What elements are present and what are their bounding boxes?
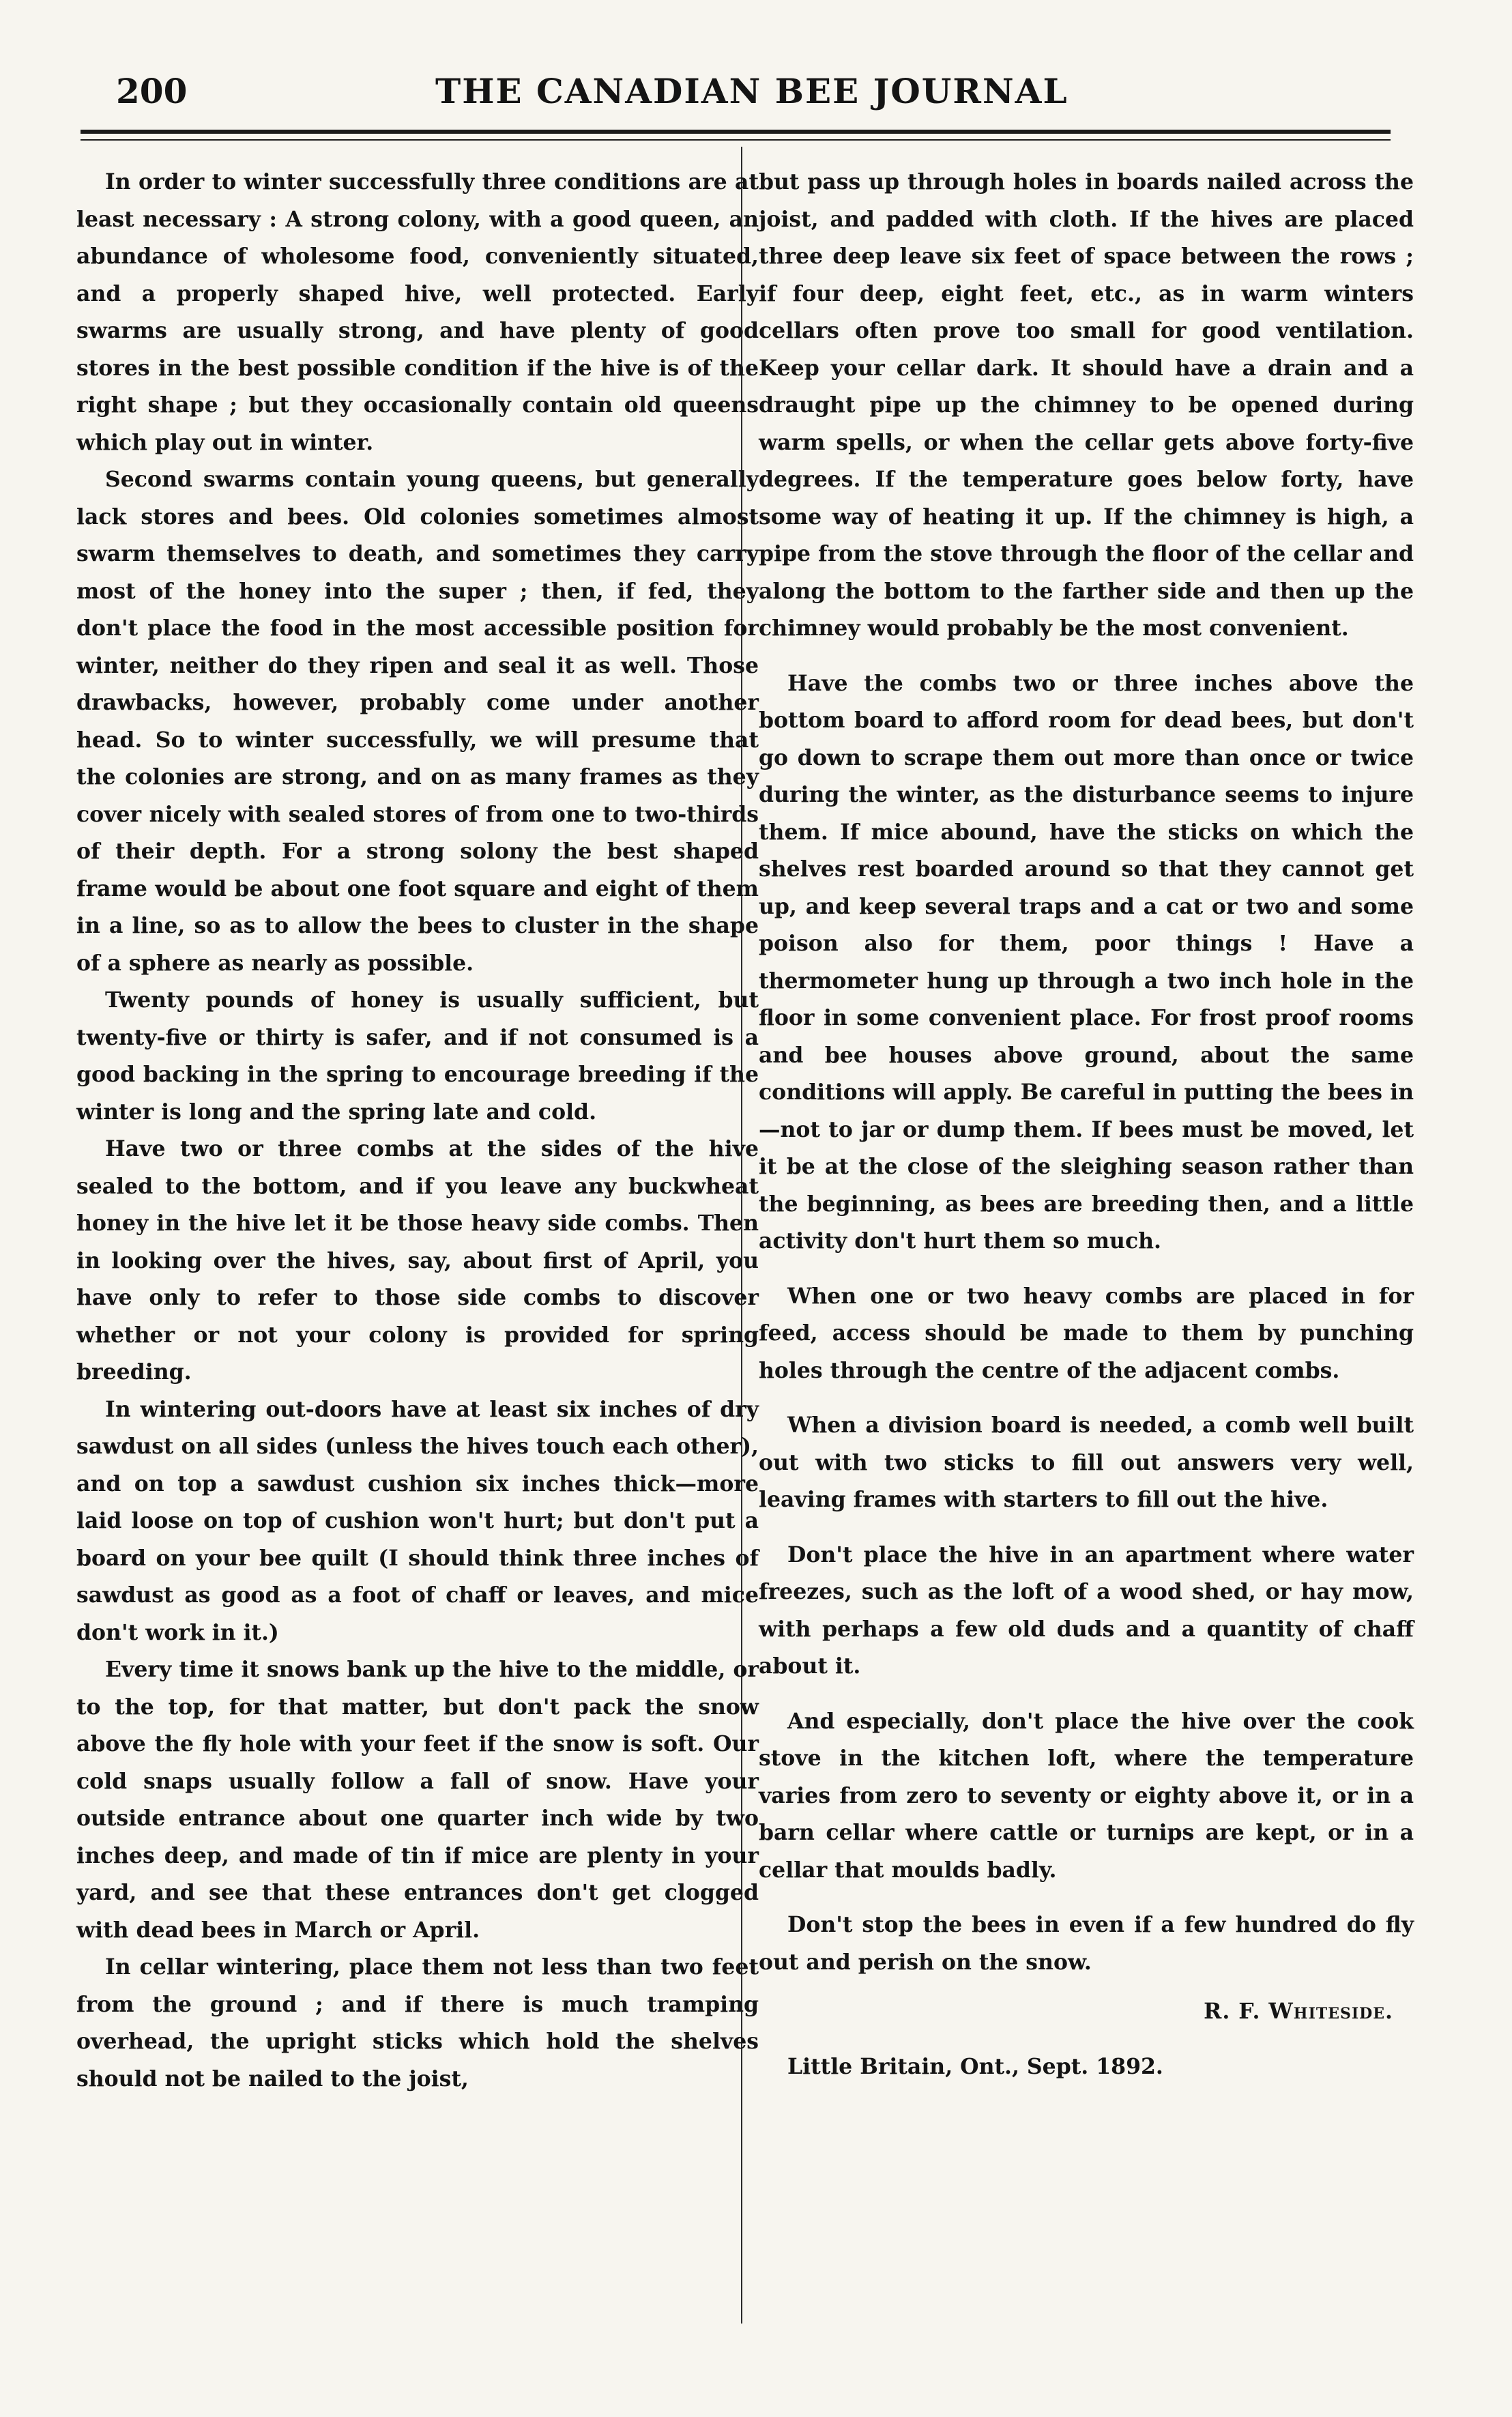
paragraph: Don't place the hive in an apartment where water freezes, such as the loft of a wood shed, or hay mow, with perhaps a few old duds and a quantity of chaff about it. [759, 1542, 1414, 1679]
paragraph: Have two or three combs at the sides of the hive sealed to the bottom, and if you leave any buckwheat honey in the hive let it be those heavy side combs. Then in looking over the hives, say, about first of April, you have only to refer to those side combs to discover whether or not your colony is provided for spring breeding. [76, 1136, 759, 1385]
paragraph: And especially, don't place the hive over the cook stove in the kitchen loft, where the temperature varies from zero to seventy or eighty above it, or in a barn cellar where cattle or turnips are kept, or in a cellar that moulds badly. [759, 1708, 1414, 1883]
paragraph: Don't stop the bees in even if a few hundred do fly out and perish on the snow. [759, 1912, 1414, 1975]
paragraph: In cellar wintering, place them not less than two feet from the ground ; and if there is much tramping overhead, the upright sticks which hold the shelves should not be nailed to the joist, [76, 1954, 759, 2092]
paragraph: In order to winter successfully three conditions are at least necessary : A strong colony, with a good queen, an abundance of wholesome food, conveniently situated, and a properly shaped hive, well protected. Early swarms are usually strong, and have plenty of good stores in the best possible condition if the hive is of the right shape ; but they occasionally contain old queens which play out in winter. [76, 169, 759, 455]
paragraph: In wintering out-doors have at least six inches of dry sawdust on all sides (unless the hives touch each other), and on top a sawdust cushion six inches thick—more laid loose on top of cushion won't hurt; but don't put a board on your bee quilt (I should think three inches of sawdust as good as a foot of chaff or leaves, and mice don't work in it.) [76, 1396, 759, 1645]
left-column [76, 164, 759, 2098]
author-signature: R. F. Whiteside. [1204, 1999, 1393, 2024]
paragraph: Twenty pounds of honey is usually sufficient, but twenty-five or thirty is safer, and if not consumed is a good backing in the spring to encourage breeding if the winter is long and the spring late and cold. [76, 987, 759, 1125]
page-number: 200 [116, 71, 188, 111]
header-rule-thick [81, 130, 1391, 134]
paragraph: Second swarms contain young queens, but generally lack stores and bees. Old colonies sometimes almost swarm themselves to death, and sometimes they carry most of the honey into the super ; then, if fed, they don't place the food in the most accessible position for winter, neither do they ripen and seal it as well. Those drawbacks, however, probably come under another head. So to winter successfully, we will presume that the colonies are strong, and on as many frames as they cover nicely with sealed stores of from one to two-thirds of their depth. For a strong solony the best shaped frame would be about one foot square and eight of them in a line, so as to allow the bees to cluster in the shape of a sphere as nearly as possible. [76, 467, 759, 976]
paragraph: Every time it snows bank up the hive to the middle, or to the top, for that matter, but don't pack the snow above the fly hole with your feet if the snow is soft. Our cold snaps usually follow a fall of snow. Have your outside entrance about one quarter inch wide by two inches deep, and made of tin if mice are plenty in your yard, and see that these entrances don't get clogged with dead bees in March or April. [76, 1657, 759, 1943]
paragraph: When one or two heavy combs are placed in for feed, access should be made to them by punching holes through the centre of the adjacent combs. [759, 1283, 1414, 1383]
journal-title: THE CANADIAN BEE JOURNAL [435, 71, 1068, 111]
page-header [81, 71, 1391, 128]
paragraph: but pass up through holes in boards nailed across the joist, and padded with cloth. If the hives are placed three deep leave six feet of space between the rows ; if four deep, eight feet, etc., as in warm winters cellars often prove too small for good ventilation. Keep your cellar dark. It should have a drain and a draught pipe up the chimney to be opened during warm spells, or when the cellar gets above forty-five degrees. If the temperature goes below forty, have some way of heating it up. If the chimney is high, a pipe from the stove through the floor of the cellar and along the bottom to the farther side and then up the chimney would probably be the most convenient. [759, 169, 1414, 641]
place-date: Little Britain, Ont., Sept. 1892. [787, 2053, 1163, 2079]
paragraph: When a division board is needed, a comb well built out with two sticks to fill out answers very well, leaving frames with starters to fill out the hive. [759, 1413, 1414, 1512]
header-rule-thin [81, 139, 1391, 141]
right-column [759, 164, 1414, 2085]
paragraph: Have the combs two or three inches above the bottom board to afford room for dead bees, but don't go down to scrape them out more than once or twice during the winter, as the disturbance seems to injure them. If mice abound, have the sticks on which the shelves rest boarded around so that they cannot get up, and keep several traps and a cat or two and some poison also for them, poor things ! Have a thermometer hung up through a two inch hole in the floor in some convenient place. For frost proof rooms and bee houses above ground, about the same conditions will apply. Be careful in putting the bees in—not to jar or dump them. If bees must be moved, let it be at the close of the sleighing season rather than the beginning, as bees are breeding then, and a little activity don't hurt them so much. [759, 670, 1414, 1254]
